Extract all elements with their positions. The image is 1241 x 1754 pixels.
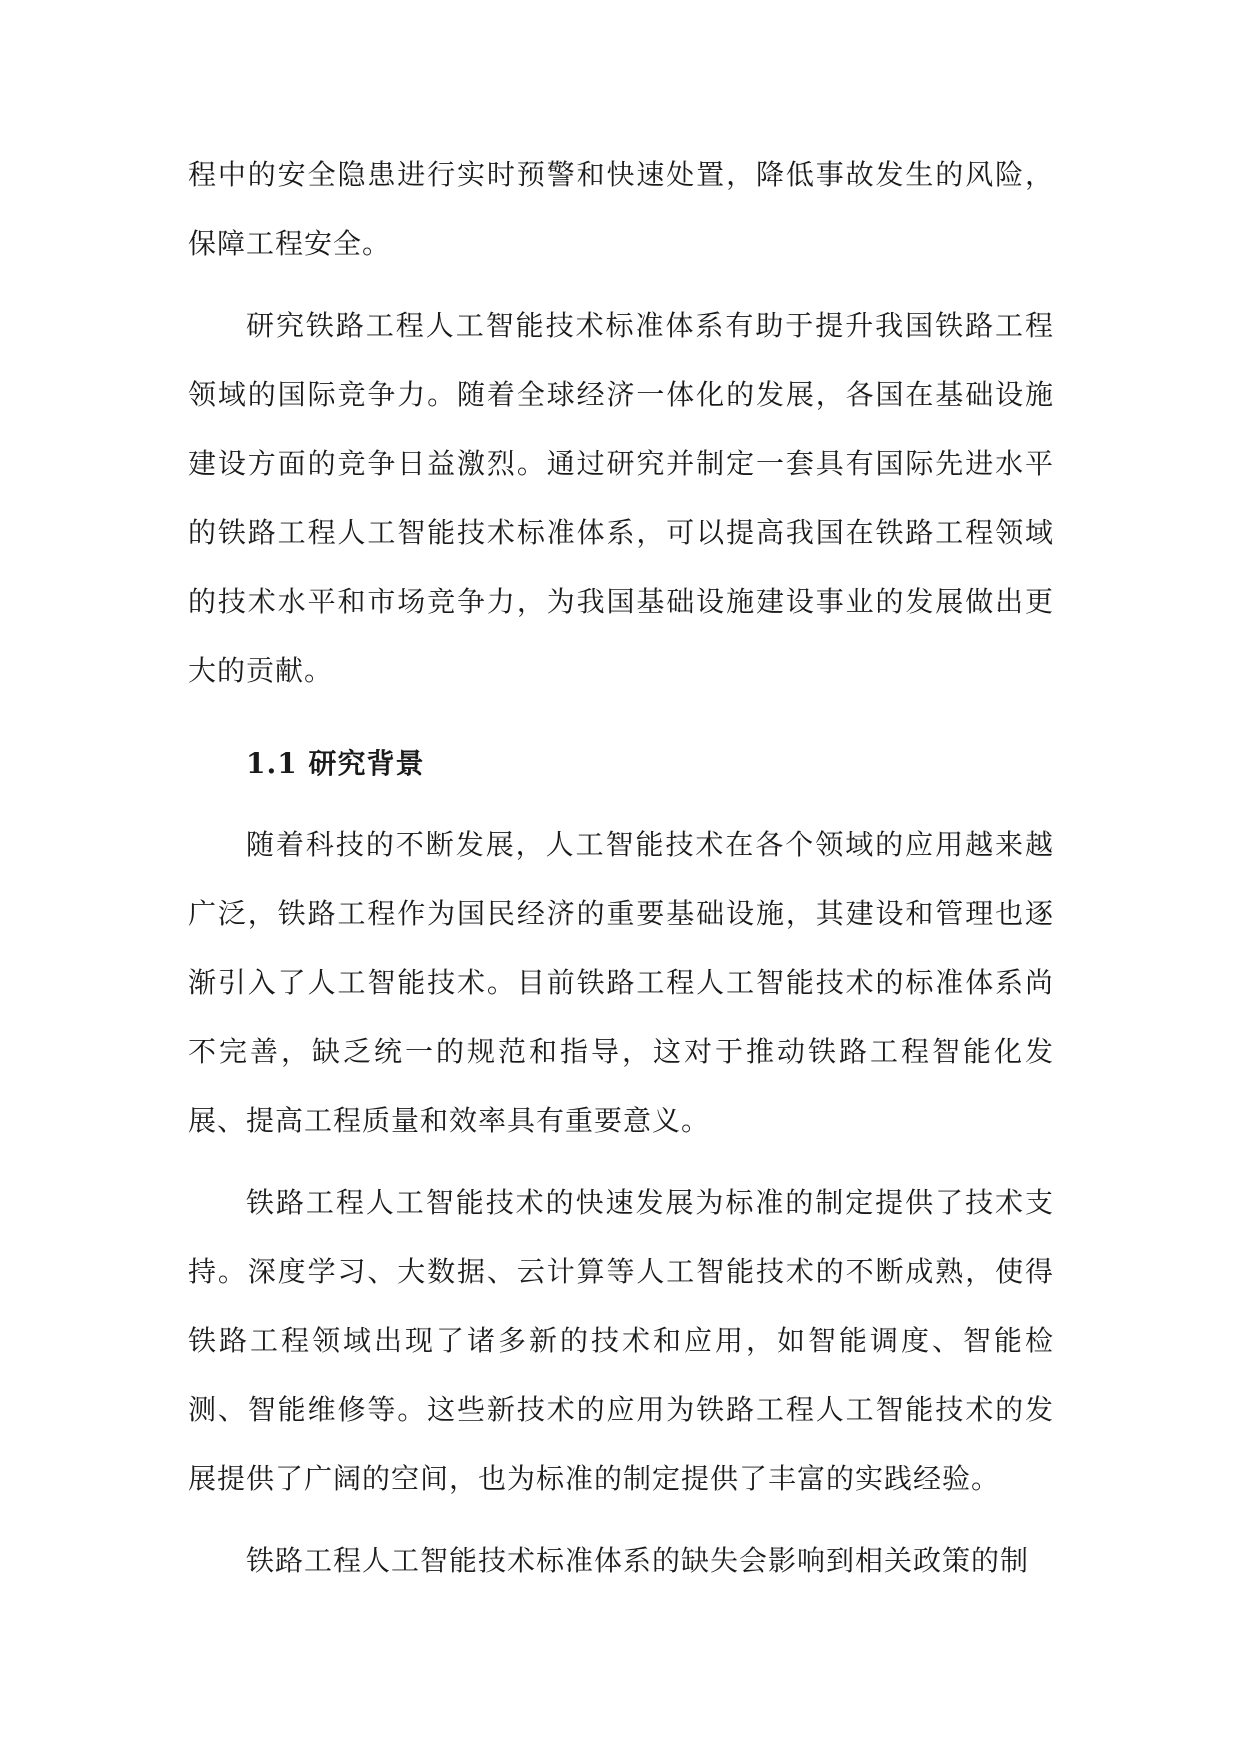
section-heading: 1.1 研究背景 [246,747,425,780]
paragraph-4: 铁路工程人工智能技术的快速发展为标准的制定提供了技术支持。深度学习、大数据、云计算等人工智能技术的不断成熟，使得铁路工程领域出现了诸多新的技术和应用，如智能调度、智能检测、智能维修等。这些新技术的应用为铁路工程人工智能技术的发展提供了广阔的空间，也为标准的制定提供了丰富的实践经验。 [188,1186,1054,1495]
paragraph-1: 程中的安全隐患进行实时预警和快速处置，降低事故发生的风险，保障工程安全。 [188,158,1054,260]
document-page [188,140,1054,1595]
paragraph-5: 铁路工程人工智能技术标准体系的缺失会影响到相关政策的制 [246,1544,1030,1577]
paragraph-3: 随着科技的不断发展，人工智能技术在各个领域的应用越来越广泛，铁路工程作为国民经济的重要基础设施，其建设和管理也逐渐引入了人工智能技术。目前铁路工程人工智能技术的标准体系尚不完善，缺乏统一的规范和指导，这对于推动铁路工程智能化发展、提高工程质量和效率具有重要意义。 [188,828,1054,1137]
paragraph-2: 研究铁路工程人工智能技术标准体系有助于提升我国铁路工程领域的国际竞争力。随着全球经济一体化的发展，各国在基础设施建设方面的竞争日益激烈。通过研究并制定一套具有国际先进水平的铁路工程人工智能技术标准体系，可以提高我国在铁路工程领域的技术水平和市场竞争力，为我国基础设施建设事业的发展做出更大的贡献。 [188,309,1054,687]
